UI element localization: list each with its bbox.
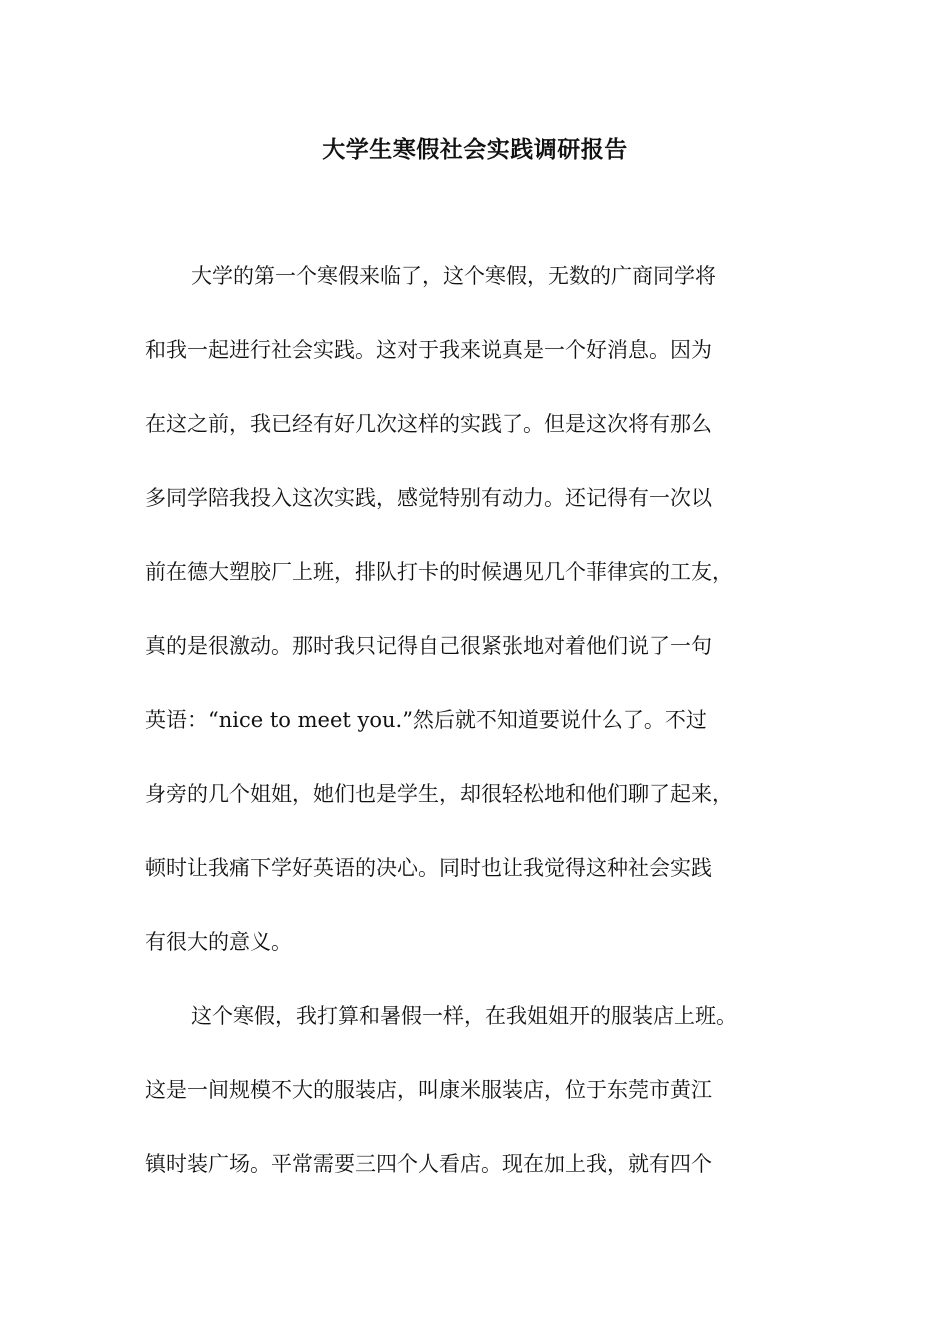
paragraph-line: 这个寒假，我打算和暑假一样，在我姐姐开的服装店上班。 [191, 1004, 737, 1028]
paragraph-line: 身旁的几个姐姐，她们也是学生，却很轻松地和他们聊了起来， [145, 782, 733, 806]
paragraph-line: 和我一起进行社会实践。这对于我来说真是一个好消息。因为 [145, 338, 712, 362]
paragraph-line: 这是一间规模不大的服装店，叫康米服装店，位于东莞市黄江 [145, 1078, 712, 1102]
paragraph-line: 顿时让我痛下学好英语的决心。同时也让我觉得这种社会实践 [145, 856, 712, 880]
paragraph-line: 多同学陪我投入这次实践，感觉特别有动力。还记得有一次以 [145, 486, 712, 510]
paragraph-2 [145, 995, 835, 1217]
paragraph-line: 镇时装广场。平常需要三四个人看店。现在加上我，就有四个 [145, 1152, 712, 1176]
paragraph-line: 前在德大塑胶厂上班，排队打卡的时候遇见几个菲律宾的工友， [145, 560, 733, 584]
paragraph-line: 在这之前，我已经有好几次这样的实践了。但是这次将有那么 [145, 412, 712, 436]
paragraph-line: 英语：“nice to meet you.”然后就不知道要说什么了。不过 [145, 708, 707, 732]
paragraph-line: 有很大的意义。 [145, 930, 292, 954]
paragraph-line: 大学的第一个寒假来临了，这个寒假，无数的广商同学将 [191, 264, 716, 288]
document-body [145, 255, 835, 1217]
paragraph-1 [145, 255, 835, 995]
document-title: 大学生寒假社会实践调研报告 [322, 136, 628, 163]
paragraph-line: 真的是很激动。那时我只记得自己很紧张地对着他们说了一句 [145, 634, 712, 658]
